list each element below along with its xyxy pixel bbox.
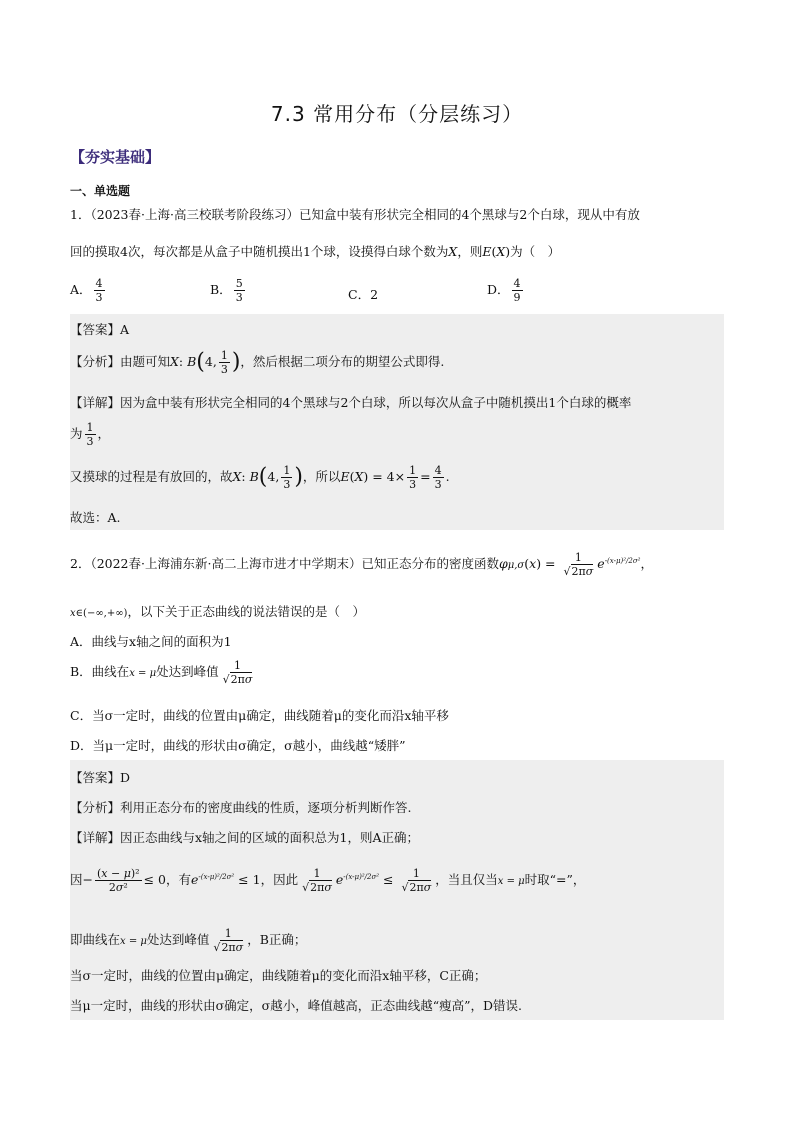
q1-stem-line2: 回的摸取4次，每次都是从盒子中随机摸出1个球，设摸得白球个数为X，则E(X)为（ ） (70, 244, 561, 259)
q1-stem-line1: 1．（2023春·上海·高三校联考阶段练习）已知盒中装有形状完全相同的4个黑球与2个白球，现从中有放 (70, 207, 640, 222)
q2-detail-line5: 当μ一定时，曲线的形状由σ确定，σ越小，峰值越高，正态曲线越“瘦高”，D错误. (70, 998, 522, 1013)
q2-detail-line1: 【详解】因正态曲线与x轴之间的区域的面积总为1，则A正确； (70, 830, 420, 845)
q2-option-b: B．曲线在x = μ处达到峰值 $\frac{1}{√2\pi\sigma}$ (70, 659, 253, 686)
q2-option-d: D．当μ一定时，曲线的形状由σ确定，σ越小，曲线越“矮胖” (70, 738, 406, 753)
q1-analysis: 【分析】由题可知X: B(4, $\frac{1}{3}$ )，然后根据二项分布的期望公式即得. (70, 349, 445, 376)
q1-option-c: C．2 (348, 287, 379, 302)
q2-option-a: A．曲线与x轴之间的面积为1 (70, 634, 232, 649)
q1-detail-line1: 【详解】因为盒中装有形状完全相同的4个黑球与2个白球，所以每次从盒子中随机摸出1个白球的概率 (70, 395, 632, 410)
expectation-expr: E (482, 244, 492, 259)
part-heading: 一、单选题 (70, 184, 131, 198)
q1-choice: 故选：A. (70, 510, 121, 525)
q2-answer: 【答案】D (70, 770, 131, 785)
q1-option-b: B． $\frac{5}{3}$ (210, 277, 243, 304)
q1-detail-line3: 又摸球的过程是有放回的，故X: B(4, $\frac{1}{3}$ )，所以E(X) = 4× $\frac{1}{3}$ = $\frac{4}{3}$ . (70, 464, 450, 491)
q1-detail-line2: 为 $\frac{1}{3}$ ， (70, 421, 111, 448)
q1-answer: 【答案】A (70, 322, 130, 337)
q2-stem-line1: 2．（2022春·上海浦东新·高二上海市进才中学期末）已知正态分布的密度函数φμ,σ(x) = $\frac{1}{√2\pi\sigma}$ $e^{-(x-\mu)^2/2\sigma^2}$， (70, 551, 653, 578)
q2-detail-line3: 即曲线在x = μ处达到峰值 $\frac{1}{√2\pi\sigma}$ ，B正确； (70, 927, 307, 954)
q2-detail-line2: 因− $\frac{\text{(x − μ)²}}{\text{2σ²}}$ ≤ 0，有$e^{-(x-\mu)^2/2\sigma^2} \le 1$，因此 $\frac{1}{√2\pi\sigma}$ $e^{-(x-\mu)^2/2\sigma^2}$ ≤ $\frac{1}{√2\pi\sigma}$ ，当且仅当x = μ时取“=”， (70, 867, 586, 894)
q1-option-a: A． $\frac{4}{3}$ (70, 277, 103, 304)
q2-analysis: 【分析】利用正态分布的密度曲线的性质，逐项分析判断作答. (70, 800, 412, 815)
q2-option-c: C．当σ一定时，曲线的位置由μ确定，曲线随着μ的变化而沿x轴平移 (70, 708, 449, 723)
var-x: X (448, 244, 458, 259)
page-title: 7.3 常用分布（分层练习） (270, 102, 524, 126)
q2-detail-line4: 当σ一定时，曲线的位置由μ确定，曲线随着μ的变化而沿x轴平移，C正确； (70, 968, 487, 983)
section-heading: 【夯实基础】 (70, 148, 161, 166)
q2-stem-line2: x∈(−∞,+∞)，以下关于正态曲线的说法错误的是（ ） (70, 604, 365, 619)
q1-option-d: D． $\frac{4}{9}$ (487, 277, 521, 304)
